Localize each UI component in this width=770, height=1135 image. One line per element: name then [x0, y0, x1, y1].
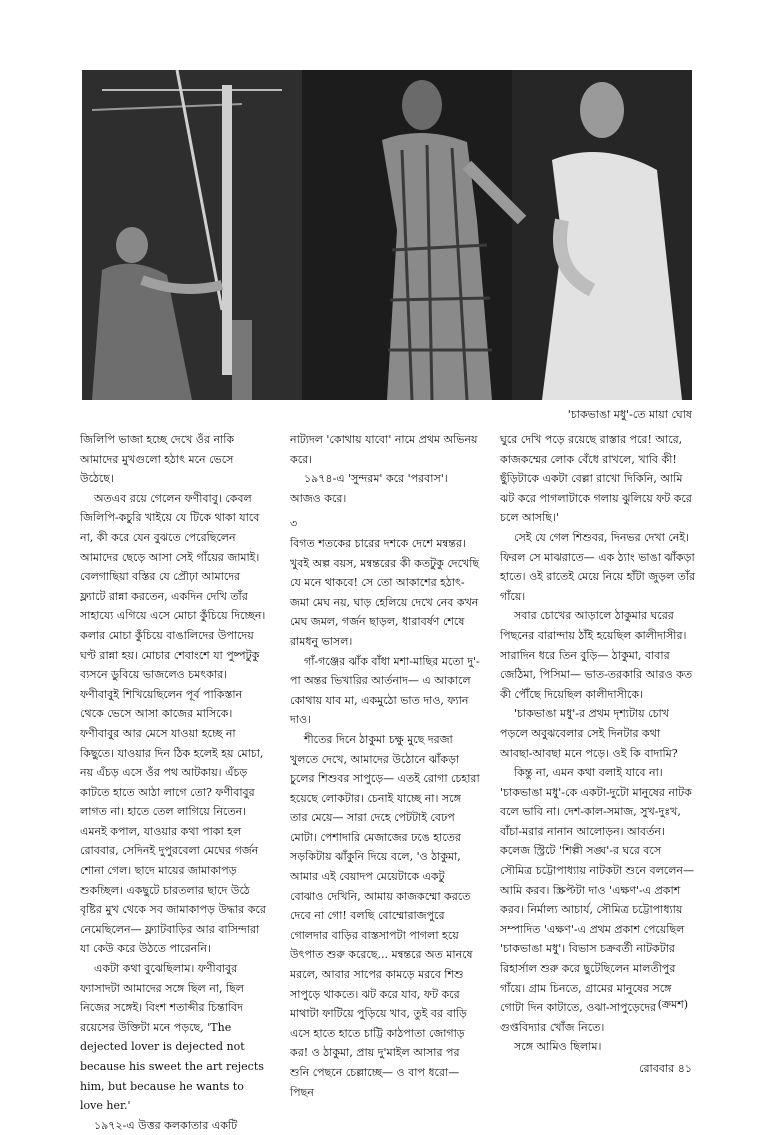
- paragraph: শীতের দিনে ঠাকুমা চক্ষু মুছে দরজা খুলতে দেখে, আমাদের উঠোনে ঝাঁকড়া চুলের শিশুবর সাপুড়ে— এতই রোগা চেহারা হয়েছে লোকটার। চেনাই যাচ্ছে না। সঙ্গে তার মেয়ে— সারা দেহে পেটটাই বেঢপ মোটা। পেশাদারি মেজাজের ঢঙে হাতের সড়কিটায় ঝাঁকুনি দিয়ে বলে, 'ও ঠাকুমা, আমার এই বেয়াদপ মেয়েটাকে একটু বোঝাও দেখিনি, আমায় কাজকম্মো করতে দেবে না গো! বলছি বোম্মোরাজপুরে গোলদার বাড়ির বাস্তসাপটা পাগলা হয়ে উৎপাত শুরু করেছে... মন্বন্তরে অত মানষে মরলে, আবার সাপের কামড়ে মরবে শিশু সাপুড়ে থাকতে। ঝট করে যাব, ফট করে মাথাটা ফাটিয়ে পুড়িয়ে খাব, তুই বর বাড়ি এসে হাতে হাতে চাট্টি কাঠপাতা জোগাড় কর! ও ঠাকুমা, প্রায় দু'মাইল আসার পর শুনি পেছনে চেল্লাচ্ছে— ও বাপ ধরো— পিছন: [290, 732, 480, 1099]
- paragraph: একটা কথা বুঝেছিলাম। ফণীবাবুর ফ্যাসাদটা আমাদের সঙ্গে ছিল না, ছিল নিজের সঙ্গেই। বিংশ শতাব্দীর চিন্তাবিদ রয়েসের উক্তিটা মনে পড়ছে, 'The dejected lover is dejected not because his sweet the art rejects him, but because he wants to love her.': [80, 962, 264, 1113]
- paragraph: সবার চোখের আড়ালে ঠাকুমার ঘরের পিছনের বারান্দায় ঠাঁই হয়েছিল কালীদাসীর। সারাদিন ধরে তিন বুড়ি— ঠাকুমা, বাবার জেঠিমা, পিসিমা— ভাত-তরকারি আরও কত কী পৌঁছে দিয়েছিল কালীদাসীকে।: [500, 609, 693, 701]
- paragraph: ১৯৭২-এ উত্তর কলকাতার একটি: [94, 1118, 238, 1132]
- paragraph: সেই যে গেল শিশুবর, দিনভর দেখা নেই। ফিরল সে মাঝরাতে— এক ঠ্যাং ভাঙা ঝাঁকড়া হাতে। ওই রাতেই মেয়ে নিয়ে হাঁটা জুড়ল তাঁর গাঁয়ে।: [500, 530, 696, 603]
- page-folio: রোববার ৪১: [639, 1062, 692, 1075]
- paragraph: কিন্তু না, এমন কথা বলাই যাবে না। 'চাকভাঙা মধু'-কে একটা-দুটো মানুষের নাটক বলে ভাবি না। দেশ-কাল-সমাজ, সুখ-দুঃখ, বাঁচা-মরার নানান আলোড়ন। আবর্তন। কলেজ স্ট্রিটে 'শিল্পী সঙ্ঘ'-র ঘরে বসে সৌমিত্র চট্টোপাধ্যায় নাটকটা শুনে বললেন— আমি করব। স্ক্রিপ্টটা দাও 'এক্ষণ'-এ প্রকাশ করব। নির্মাল্য আচার্য, সৌমিত্র চট্টোপাধ্যায় সম্পাদিত 'এক্ষণ'-এ প্রথম প্রকাশ পেয়েছিল 'চাকভাঙা মধু'। বিভাস চক্রবর্তী নাটকটার রিহার্সাল শুরু করে ছুটেছিলেন মালতীপুর গাঁয়ে। গ্রাম চিনতে, গ্রামের মানুষের সঙ্গে গোটা দিন কাটাতে, ওঝা-সাপুড়েদের গুপ্তবিদ্যার খোঁজ নিতে।: [500, 766, 694, 1034]
- paragraph: গাঁ-গঞ্জের ঝাঁক বাঁধা মশা-মাছির মতো দু'-পা অন্তর ভিখারির আর্তনাদ— এ আকালে কোথায় যাব মা, একমুঠো ভাত দাও, ফ্যান দাও।: [290, 654, 480, 727]
- text-column-3: [500, 430, 696, 1057]
- paragraph: অতএব রয়ে গেলেন ফণীবাবু। কেবল জিলিপি-কচুরি খাইয়ে যে টিকে থাকা যাবে না, কী করে যেন বুঝতে পেরেছিলেন আমাদের ছেড়ে আসা সেই গাঁয়ের জামাই। বেলগাছিয়া বস্তির যে প্রৌঢ়া আমাদের ফ্ল্যাটে রান্না করতেন, একদিন দেখি তাঁর সাহায্যে এগিয়ে এসে মোচা কুঁচিয়ে দিচ্ছেন। কলার মোচা কুঁচিয়ে বাঙালিদের উপাদেয় ঘণ্ট রান্না হয়। মোচার শেবাংশে যা পুষ্পটুকু ব্যসনে ডুবিয়ে ভাজলেও চমৎকার। ফণীবাবুই শিখিয়েছিলেন পূর্ব পাকিস্তান থেকে ভেসে আসা কাজের মাসিকে। ফণীবাবুর আর মেসে যাওয়া হচ্ছে না কিছুতে। যাওয়ার দিন ঠিক হলেই হয় মোচা, নয় এঁচড় এসে ওঁর পথ আটকায়। এঁচড় কাটতে হাতে আঠা লাগে তো? ফণীবাবুর লাগত না। হাতে তেল লাগিয়ে নিতেন। এমনই কপাল, যাওয়ার কথা পাকা হল রোববার, সেদিনই দুপুরবেলা মেঘের গর্জন শোনা গেল। ছাদে মায়ের জামাকাপড় শুকচ্ছিল। একছুটে চারতলার ছাদে উঠে বৃষ্টির মুখ থেকে সব জামাকাপড় উদ্ধার করে নেমেছিলেন— ফ্ল্যাটবাড়ির আর বাসিন্দারা যা কেউ করে উঠতে পারেননি।: [80, 491, 266, 956]
- stage-scene-image: [82, 70, 692, 400]
- paragraph: ঘুরে দেখি পড়ে রয়েছে রাস্তার পরে! আরে, কাজকম্মের লোক বেঁধে রাখলে, খাবি কী! ছুঁড়িটাকে একটা বেল্লা রাখো দিকিনি, আমি ঝট করে পাগলাটাকে গলায় ঝুলিয়ে ফট করে চলে আসছি।': [500, 433, 692, 525]
- stage-photo: [82, 70, 692, 400]
- text-column-2: [290, 430, 480, 1102]
- paragraph: নাট্যদল 'কোথায় যাবো' নামে প্রথম অভিনয় করে।: [290, 433, 478, 466]
- to-be-continued: (ক্রমশ): [657, 998, 688, 1011]
- paragraph: বিগত শতকের চারের দশকে দেশে মন্বন্তর। খুবই অল্প বয়স, মন্বন্তরের কী কতটুকু দেখেছি যে মনে থাকবে! সে তো আকাশের হঠাৎ-জমা মেঘ নয়, ঘাড় হেলিয়ে দেখে নেব কখন মেঘ জমল, গর্জন ছাড়ল, ধারাবর্ষণ শেষে রামধনু ভাসল।: [290, 536, 480, 648]
- paragraph: 'চাকভাঙা মধু'-র প্রথম দৃশ্যটায় চোখ পড়লে অবুঝবেলার সেই দিনটার কথা আবছা-আবছা মনে পড়ে। ওই কি বাদামি?: [500, 707, 678, 760]
- photo-caption: 'চাকভাঙা মধু'-তে মায়া ঘোষ: [567, 408, 692, 421]
- paragraph: সঙ্গে আমিও ছিলাম।: [514, 1040, 602, 1054]
- paragraph: ১৯৭৪-এ 'সুন্দরম' করে 'পরবাস'। আজও করে।: [290, 472, 448, 505]
- text-column-1: [80, 430, 268, 1135]
- section-number: ৩: [290, 517, 298, 531]
- paragraph: জিলিপি ভাজা হচ্ছে দেখে ওঁর নাকি আমাদের মুখগুলো হঠাৎ মনে ভেসে উঠেছে।: [80, 433, 235, 486]
